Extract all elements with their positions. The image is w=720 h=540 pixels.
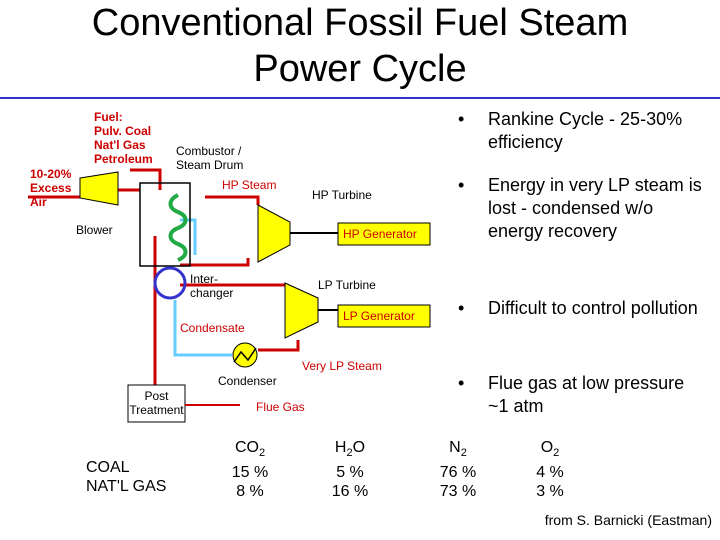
fuel-label-line: Petroleum [94,152,153,166]
formula-sub: 2 [553,447,560,460]
condenser-shape [233,343,257,367]
fuel-name-coal: COAL [86,459,130,476]
hp-steam-line [205,197,258,205]
combustor-label-line: Steam Drum [176,158,244,172]
formula-base: O [540,439,554,456]
species-gas-value: 16 % [331,483,369,501]
hp-turbine-label: HP Turbine [312,188,372,202]
species-coal-value: 5 % [336,464,364,482]
species-coal-value: 76 % [439,464,477,482]
fuel-label-line: Pulv. Coal [94,124,152,138]
fuel-label-line: Fuel: [94,110,123,124]
formula-tail: O [352,439,366,456]
lp-turbine-shape [285,283,318,338]
bullet-dot: • [458,373,465,393]
air-label [30,167,71,209]
lp-generator-label: LP Generator [343,309,415,323]
species-coal-value: 15 % [231,464,269,482]
interchanger-label-line: Inter- [190,272,219,286]
interchanger-label-line: changer [190,286,234,300]
condenser-label: Condenser [218,374,277,388]
bullet-text: Energy in very LP steam is lost - condensed w/o energy recovery [488,175,702,241]
hp-steam-label: HP Steam [222,178,277,192]
fuel-names [86,458,166,496]
formula-base: CO [234,439,259,456]
species-formula [428,438,488,463]
species-gas-value: 73 % [439,483,477,501]
blower-label: Blower [76,223,113,237]
formula-base: N [449,439,461,456]
fuel-label-line: Nat'l Gas [94,138,146,152]
formula-sub: 2 [258,447,266,460]
species-formula [220,438,280,463]
post-treatment-label [128,389,185,417]
title-line-2: Power Cycle [253,48,467,90]
bullet-dot: • [458,109,465,129]
post-treatment-label-line: Post [144,389,169,403]
bullet-text: Flue gas at low pressure ~1 atm [488,373,685,416]
bullet-text: Difficult to control pollution [488,298,698,318]
formula-sub: 2 [346,447,353,460]
species-co2 [220,438,280,501]
fuel-line [130,170,160,190]
species-formula [320,438,380,463]
bullet-dot: • [458,298,465,318]
combustor-label [176,144,243,172]
fuel-name-gas: NAT'L GAS [86,478,167,495]
title-line-1: Conventional Fossil Fuel Steam [91,2,629,44]
species-coal-value: 4 % [536,464,564,482]
blower-shape [80,172,118,205]
air-label-line: Air [30,195,47,209]
post-treatment-label-line: Treatment [129,403,184,417]
lp-turbine-label: LP Turbine [318,278,376,292]
bullet-dot: • [458,175,465,195]
source-credit: from S. Barnicki (Eastman) [544,512,712,528]
formula-base: H [334,439,347,456]
steam-coil [171,195,186,260]
species-h2o [320,438,380,501]
species-formula [520,438,580,463]
combustor-label-line: Combustor / [176,144,242,158]
hp-generator-label: HP Generator [343,227,417,241]
lp-exhaust-line [258,340,298,350]
bullet-text: Rankine Cycle - 25-30% efficiency [488,109,683,152]
species-n2 [428,438,488,501]
flue-gas-label: Flue Gas [256,400,305,414]
interchanger-label [190,272,233,300]
air-label-line: 10-20% [30,167,72,181]
species-o2 [520,438,580,501]
very-lp-steam-label: Very LP Steam [302,359,382,373]
hp-turbine-shape [258,205,290,262]
condensate-label: Condensate [180,321,245,335]
interchanger-shape [155,268,185,298]
air-label-line: Excess [30,181,72,195]
fuel-label [94,110,153,166]
formula-sub: 2 [460,447,467,460]
species-gas-value: 8 % [236,483,264,501]
species-gas-value: 3 % [536,483,564,501]
